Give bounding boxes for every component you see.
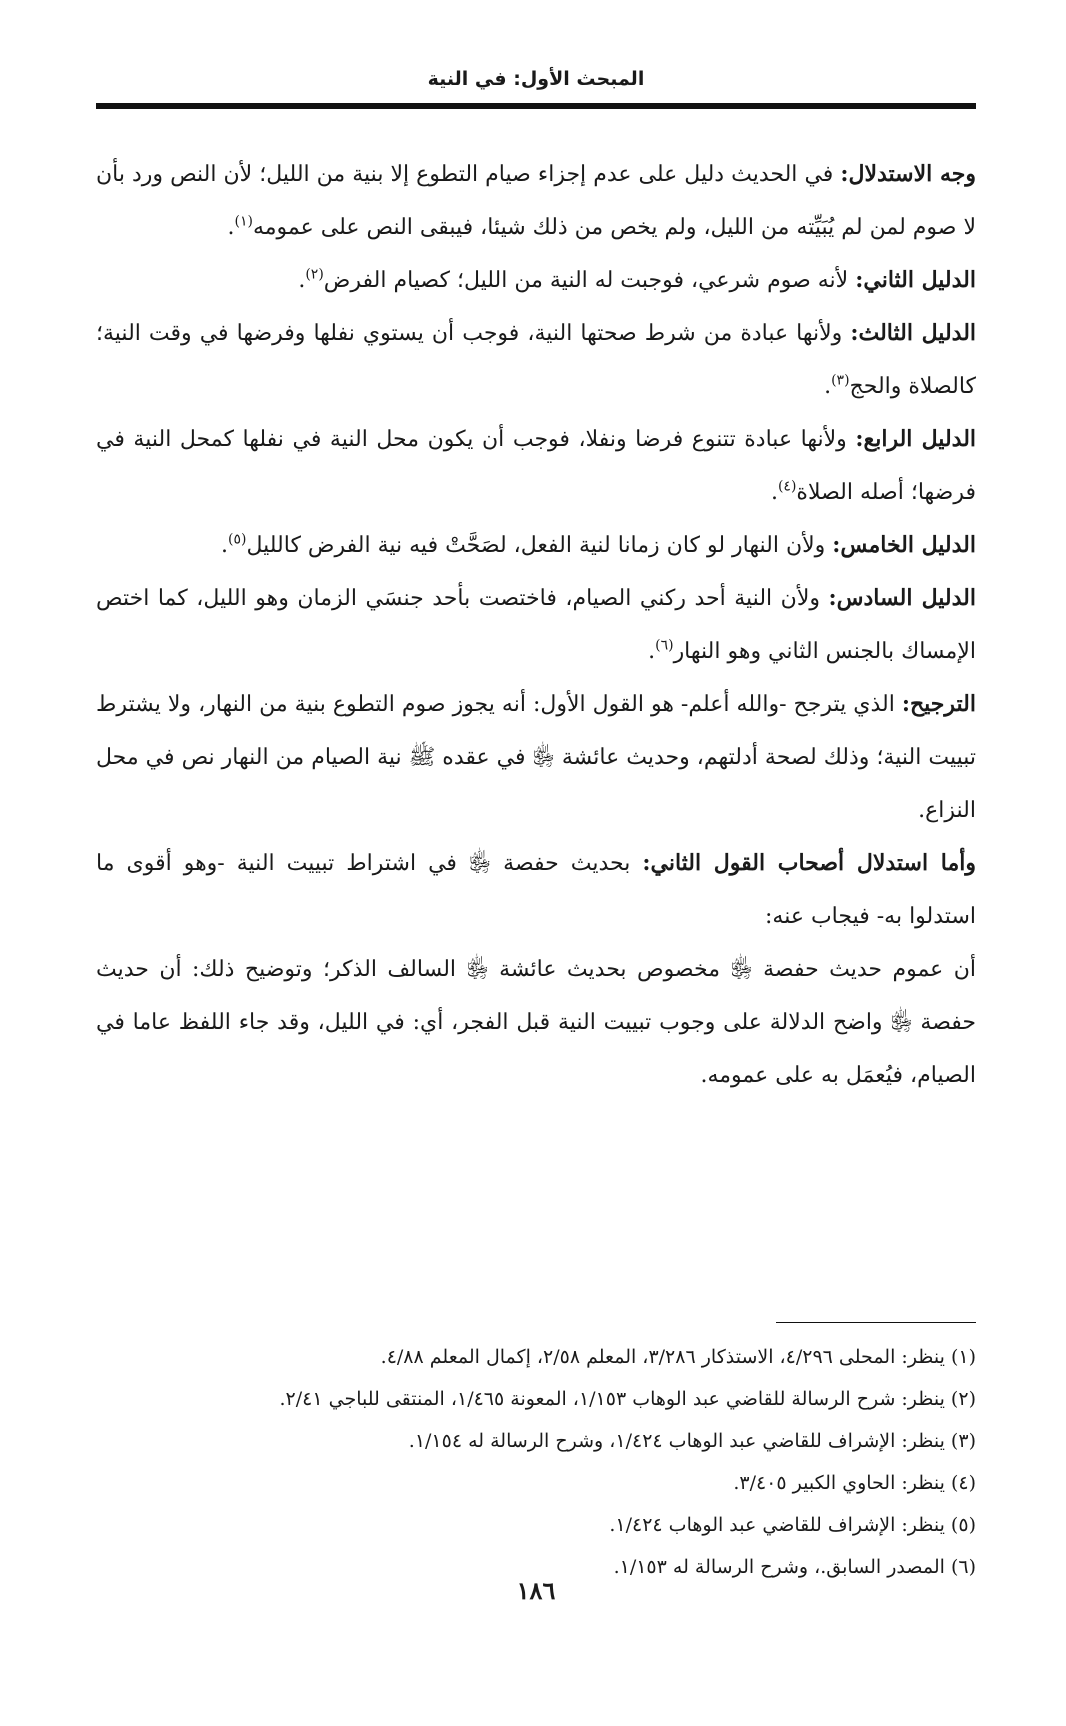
footnotes [96, 1336, 976, 1588]
page-number: ١٨٦ [516, 1576, 556, 1605]
paragraph-label: وأما استدلال أصحاب القول الثاني: [642, 850, 976, 876]
paragraph-label: الدليل الثالث: [850, 320, 977, 346]
paragraph-evidence-6 [96, 572, 976, 678]
footnote-item: (٤) ينظر: الحاوي الكبير ٣/٤٠٥. [733, 1472, 976, 1494]
paragraph-text: أن عموم حديث حفصة ﵂ مخصوص بحديث عائشة ﵂ السالف الذكر؛ وتوضيح ذلك: أن حديث حفصة ﵂ واضح الدلالة على وجوب تبييت النية قبل الفجر، أي: في الليل، وقد جاء اللفظ عاما في الصيام، فيُعمَل به على عمومه. [96, 957, 976, 1088]
paragraph-end: . [298, 268, 306, 293]
footnote-ref: (٢) [305, 266, 324, 283]
paragraph-label: الدليل الخامس: [832, 532, 976, 558]
footnote-item: (٥) ينظر: الإشراف للقاضي عبد الوهاب ١/٤٢٤. [609, 1514, 976, 1536]
footnote-ref: (٣) [831, 372, 850, 389]
paragraph-evidence-inference [96, 148, 976, 254]
paragraph-second-opinion [96, 837, 976, 943]
paragraph-text: ولأنها عبادة من شرط صحتها النية، فوجب أن يستوي نفلها وفرضها في وقت النية؛ كالصلاة والحج [96, 321, 976, 399]
paragraph-label: الدليل الثاني: [855, 267, 976, 293]
paragraph-end: . [770, 480, 778, 505]
paragraph-end: . [227, 215, 235, 240]
footnote-item: (١) ينظر: المحلى ٤/٢٩٦، الاستذكار ٣/٢٨٦، المعلم ٢/٥٨، إكمال المعلم ٤/٨٨. [380, 1346, 976, 1368]
footnote-ref: (٥) [227, 531, 247, 548]
paragraph-evidence-2 [96, 254, 976, 307]
paragraph-response [96, 943, 976, 1102]
paragraph-label: الدليل السادس: [828, 585, 976, 611]
paragraph-end: . [220, 533, 228, 558]
paragraph-text: الذي يترجح -والله أعلم- هو القول الأول: أنه يجوز صوم التطوع بنية من النهار، ولا يشترط تبييت النية؛ وذلك لصحة أدلتهم، وحديث عائشة ﵂ في عقده ﷺ نية الصيام من النهار نص في محل النزاع. [96, 692, 976, 823]
running-head: المبحث الأول: في النية [427, 68, 645, 90]
paragraph-preference [96, 678, 976, 837]
footnote-item: (٢) ينظر: شرح الرسالة للقاضي عبد الوهاب ١/١٥٣، المعونة ١/٤٦٥، المنتقى للباجي ٢/٤١. [279, 1388, 976, 1410]
body-text [96, 148, 976, 1102]
paragraph-text: ولأن النية أحد ركني الصيام، فاختصت بأحد جنسَي الزمان وهو الليل، كما اختص الإمساك بالجنس الثاني وهو النهار [96, 586, 976, 664]
paragraph-label: الدليل الرابع: [855, 426, 977, 452]
paragraph-end: . [648, 639, 656, 664]
footnote-ref: (٦) [655, 637, 674, 654]
paragraph-text: لأنه صوم شرعي، فوجبت له النية من الليل؛ كصيام الفرض [323, 268, 856, 293]
footnote-ref: (١) [234, 213, 253, 230]
paragraph-label: وجه الاستدلال: [840, 161, 976, 187]
paragraph-text: بحديث حفصة ﵂ في اشتراط تبييت النية -وهو أقوى ما استدلوا به- فيجاب عنه: [96, 851, 976, 929]
paragraph-evidence-3 [96, 307, 976, 413]
footnote-separator [776, 1322, 976, 1323]
paragraph-evidence-5 [96, 519, 976, 572]
paragraph-evidence-4 [96, 413, 976, 519]
paragraph-text: ولأنها عبادة تتنوع فرضا ونفلا، فوجب أن يكون محل النية في نفلها كمحل النية في فرضها؛ أصله الصلاة [96, 427, 976, 505]
paragraph-text: في الحديث دليل على عدم إجزاء صيام التطوع إلا بنية من الليل؛ لأن النص ورد بأن لا صوم لمن لم يُبَيِّته من الليل، ولم يخص من ذلك شيئا، فيبقى النص على عمومه [96, 162, 976, 240]
footnote-item: (٣) ينظر: الإشراف للقاضي عبد الوهاب ١/٤٢٤، وشرح الرسالة له ١/١٥٤. [408, 1430, 976, 1452]
paragraph-label: الترجيح: [901, 691, 976, 717]
footnote-ref: (٤) [777, 478, 797, 495]
paragraph-text: ولأن النهار لو كان زمانا لنية الفعل، لصَحَّتْ فيه نية الفرض كالليل [246, 533, 833, 558]
footnote-item: (٦) المصدر السابق.، وشرح الرسالة له ١/١٥٣. [613, 1556, 976, 1578]
paragraph-end: . [824, 374, 832, 399]
header-rule [96, 103, 976, 109]
